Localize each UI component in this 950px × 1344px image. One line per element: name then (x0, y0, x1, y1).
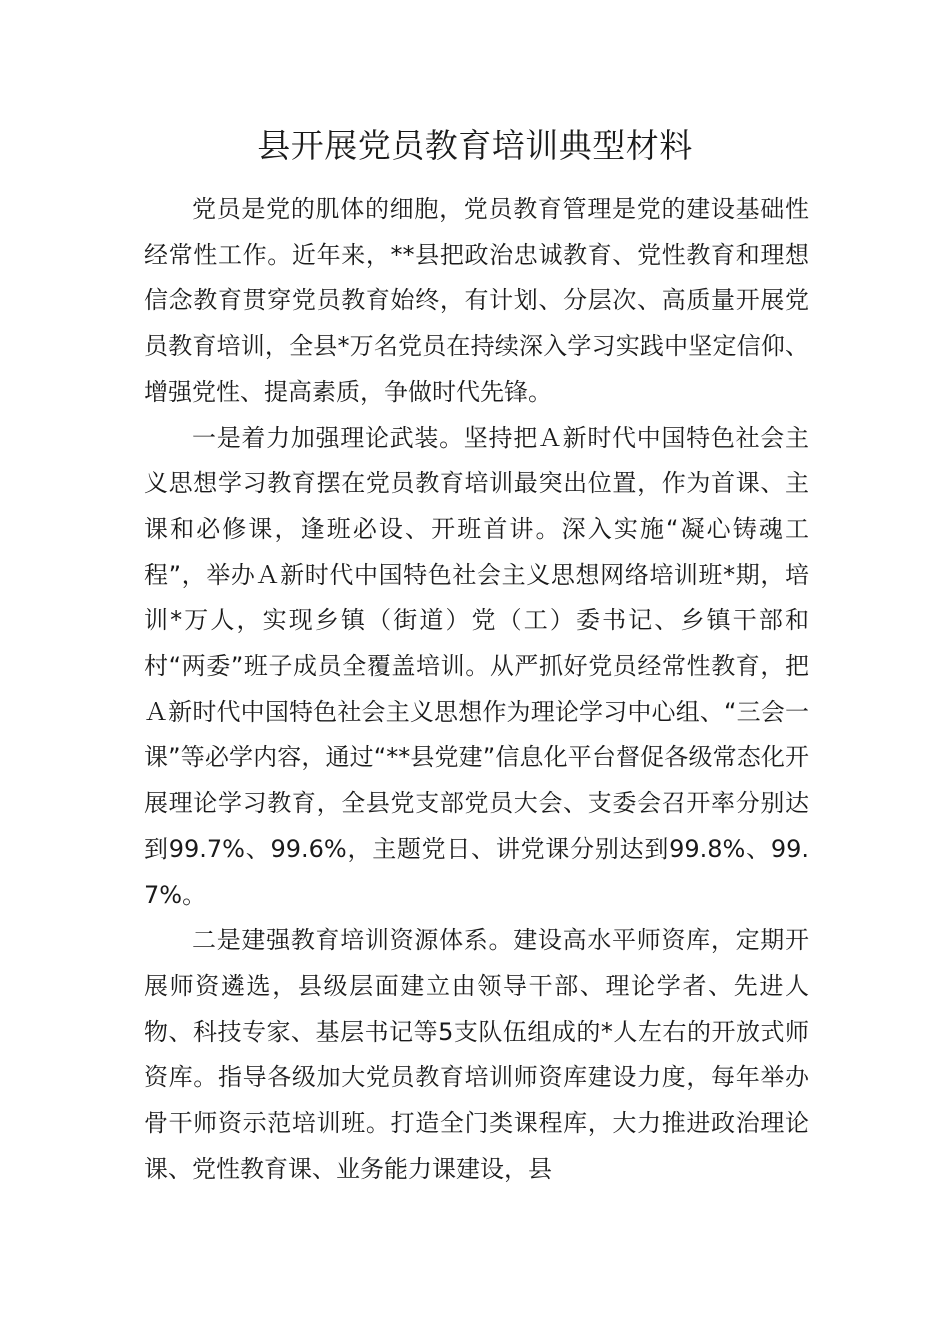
paragraph-resources: 二是建强教育培训资源体系。建设高水平师资库，定期开展师资遴选，县级层面建立由领导干部、理论学者、先进人物、科技专家、基层书记等5支队伍组成的*人左右的开放式师资库。指导各级加大党员教育培训师资库建设力度，每年举办骨干师资示范培训班。打造全门类课程库，大力推进政治理论课、党性教育课、业务能力课建设，县 (144, 926, 809, 1183)
paragraph-theory: 一是着力加强理论武装。坚持把Ａ新时代中国特色社会主义思想学习教育摆在党员教育培训最突出位置，作为首课、主课和必修课，逢班必设、开班首讲。深入实施“凝心铸魂工程”，举办Ａ新时代中国特色社会主义思想网络培训班*期，培训*万人，实现乡镇（街道）党（工）委书记、乡镇干部和村“两委”班子成员全覆盖培训。从严抓好党员经常性教育，把Ａ新时代中国特色社会主义思想作为理论学习中心组、“三会一课”等必学内容，通过“**县党建”信息化平台督促各级常态化开展理论学习教育，全县党支部党员大会、支委会召开率分别达到99.7%、99.6%，主题党日、讲党课分别达到99.8%、99.7%。 (144, 423, 809, 909)
document-body (144, 187, 809, 1192)
document-title: 县开展党员教育培训典型材料 (257, 126, 693, 165)
paragraph-intro: 党员是党的肌体的细胞，党员教育管理是党的建设基础性经常性工作。近年来，**县把政治忠诚教育、党性教育和理想信念教育贯穿党员教育始终，有计划、分层次、高质量开展党员教育培训，全县*万名党员在持续深入学习实践中坚定信仰、增强党性、提高素质，争做时代先锋。 (144, 195, 809, 406)
